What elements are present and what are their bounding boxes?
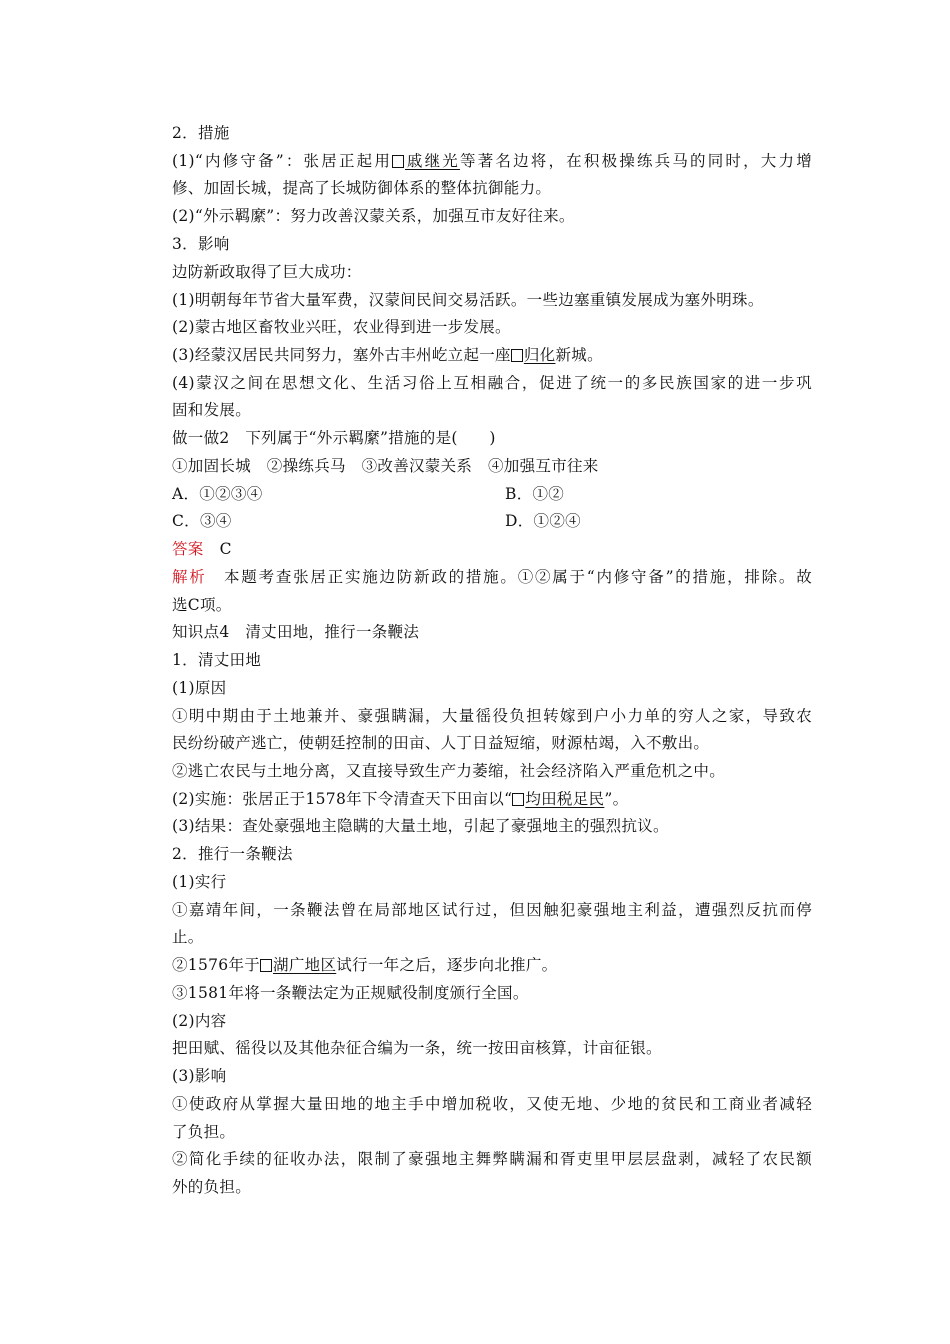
- heading-influence: (3)影响: [172, 1067, 227, 1085]
- reason-1-line-1: ①明中期由于土地兼并、豪强瞒漏，大量徭役负担转嫁到户小力单的穷人之家，导致农: [172, 707, 812, 725]
- heading-single-whip: 2．推行一条鞭法: [172, 845, 293, 863]
- impact-item-2: (2)蒙古地区畜牧业兴旺，农业得到进一步发展。: [172, 318, 511, 336]
- quiz-analysis-line-1: 解析 本题考查张居正实施边防新政的措施。①②属于“内修守备”的措施，排除。故: [172, 568, 812, 586]
- blank-guihua: 归化: [511, 346, 556, 364]
- heading-content: (2)内容: [172, 1012, 227, 1030]
- quiz-option-d: D．①②④: [505, 512, 581, 530]
- quiz-option-b: B．①②: [505, 485, 565, 503]
- blank-box: [392, 155, 404, 168]
- reason-2: ②逃亡农民与土地分离，又直接导致生产力萎缩，社会经济陷入严重危机之中。: [172, 762, 726, 780]
- analysis-label: 解析: [172, 568, 207, 586]
- measure-1-line-1: (1)“内修守备”：张居正起用 戚继光等著名边将，在积极操练兵马的同时，大力增: [172, 152, 812, 170]
- impact-item-3: (3)经蒙汉居民共同努力，塞外古丰州屹立起一座 归化新城。: [172, 346, 603, 364]
- blank-box: [260, 959, 272, 972]
- influence-1-line-2: 了负担。: [172, 1123, 236, 1141]
- impact-item-1: (1)明朝每年节省大量军费，汉蒙间民间交易活跃。一些边塞重镇发展成为塞外明珠。: [172, 291, 764, 309]
- result: (3)结果：查处豪强地主隐瞒的大量土地，引起了豪强地主的强烈抗议。: [172, 817, 669, 835]
- blank-box: [512, 793, 524, 806]
- quiz-option-a: A．①②③④: [172, 485, 263, 503]
- content-text: 把田赋、徭役以及其他杂征合编为一条，统一按田亩核算，计亩征银。: [172, 1039, 662, 1057]
- answer-label: 答案: [172, 540, 204, 558]
- measure-2: (2)“外示羁縻”：努力改善汉蒙关系，加强互市友好往来。: [172, 207, 575, 225]
- quiz-option-c: C．③④: [172, 512, 232, 530]
- blank-qi-jiguang: 戚继光: [392, 152, 460, 170]
- quiz-items: ①加固长城 ②操练兵马 ③改善汉蒙关系 ④加强互市往来: [172, 457, 599, 475]
- practice-1-line-2: 止。: [172, 928, 204, 946]
- impact-intro: 边防新政取得了巨大成功：: [172, 263, 362, 281]
- blank-box: [511, 349, 523, 362]
- measure-1-line-2: 修、加固长城，提高了长城防御体系的整体抗御能力。: [172, 179, 552, 197]
- answer-value: C: [219, 540, 232, 558]
- blank-huguang: 湖广地区: [260, 956, 336, 974]
- heading-impact: 3．影响: [172, 235, 230, 253]
- reason-1-line-2: 民纷纷破产逃亡，使朝廷控制的田亩、人丁日益短缩，财源枯竭，入不敷出。: [172, 734, 710, 752]
- heading-land-survey: 1．清丈田地: [172, 651, 262, 669]
- knowledge-point-4-title: 知识点4 清丈田地，推行一条鞭法: [172, 623, 420, 641]
- implementation: (2)实施：张居正于1578年下令清查天下田亩以“ 均田税足民”。: [172, 790, 629, 808]
- influence-2-line-2: 外的负担。: [172, 1178, 252, 1196]
- blank-equal-tax: 均田税足民: [512, 790, 604, 808]
- quiz-answer: [172, 538, 232, 560]
- heading-practice: (1)实行: [172, 873, 227, 891]
- heading-measures: 2．措施: [172, 124, 230, 142]
- influence-1-line-1: ①使政府从掌握大量田地的地主手中增加税收，又使无地、少地的贫民和工商业者减轻: [172, 1095, 812, 1113]
- practice-2: ②1576年于 湖广地区试行一年之后，逐步向北推广。: [172, 956, 558, 974]
- impact-item-4-line-1: (4)蒙汉之间在思想文化、生活习俗上互相融合，促进了统一的多民族国家的进一步巩: [172, 374, 812, 392]
- practice-3: ③1581年将一条鞭法定为正规赋役制度颁行全国。: [172, 984, 529, 1002]
- practice-1-line-1: ①嘉靖年间，一条鞭法曾在局部地区试行过，但因触犯豪强地主利益，遭强烈反抗而停: [172, 901, 812, 919]
- impact-item-4-line-2: 固和发展。: [172, 401, 252, 419]
- influence-2-line-1: ②简化手续的征收办法，限制了豪强地主舞弊瞒漏和胥吏里甲层层盘剥，减轻了农民额: [172, 1150, 812, 1168]
- quiz-question: 做一做2 下列属于“外示羁縻”措施的是( ): [172, 429, 496, 447]
- quiz-analysis-line-2: 选C项。: [172, 596, 232, 614]
- heading-reason: (1)原因: [172, 679, 227, 697]
